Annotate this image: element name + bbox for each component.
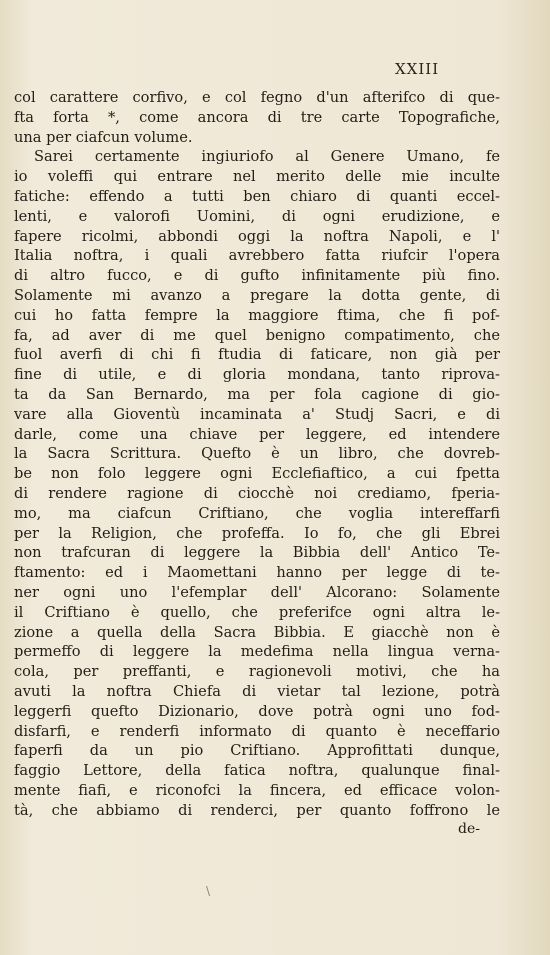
text-line: be non folo leggere ogni Ecclefiaftico, a cui fpetta [14,465,500,483]
text-line: tà, che abbiamo di renderci, per quanto foffrono le [14,801,500,819]
fold-mark: \ [206,884,211,898]
text-line: fta forta *, come ancora di tre carte Topografiche, [14,108,500,126]
text-line: disfarfi, e renderfi informato di quanto è neceffario [14,722,500,740]
text-line: ta da San Bernardo, ma per fola cagione di gio- [14,385,500,403]
text-line: lenti, e valorofi Uomini, di ogni erudizione, e [14,207,500,225]
text-line: faperfi da un pio Criftiano. Approfittati dunque, [14,742,500,760]
text-line: fa, ad aver di me quel benigno compatimento, che [14,326,500,344]
body-text [14,88,500,840]
text-line: la Sacra Scrittura. Quefto è un libro, che dovreb- [14,445,500,463]
text-line: darle, come una chiave per leggere, ed intendere [14,425,500,443]
text-line: per la Religion, che profeffa. Io fo, che gli Ebrei [14,524,500,542]
text-line: vare alla Gioventù incaminata a' Studj Sacri, e di [14,405,500,423]
text-line: ner ogni uno l'efemplar dell' Alcorano: Solamente [14,583,500,601]
text-line: fatiche: effendo a tutti ben chiaro di quanti eccel- [14,187,500,205]
text-line: faggio Lettore, della fatica noftra, qualunque final- [14,762,500,780]
text-line: fuol averfi di chi fi ftudia di faticare, non già per [14,346,500,364]
text-line: di rendere ragione di ciocchè noi crediamo, fperia- [14,484,500,502]
text-line: Sarei certamente ingiuriofo al Genere Umano, fe [34,148,500,166]
text-line: una per ciafcun volume. [14,128,193,146]
text-line: mente fiafi, e riconofci la fincera, ed efficace volon- [14,781,500,799]
text-line: io voleffi qui entrare nel merito delle mie inculte [14,168,500,186]
text-line: cui ho fatta fempre la maggiore ftima, che fi pof- [14,306,500,324]
text-line: di altro fucco, e di gufto infinitamente più fino. [14,267,500,285]
catchword: de- [458,821,480,838]
text-line: permeffo di leggere la medefima nella lingua verna- [14,643,500,661]
text-line: leggerfi quefto Dizionario, dove potrà ogni uno fod- [14,702,500,720]
text-line: cola, per preffanti, e ragionevoli motivi, che ha [14,663,500,681]
text-line: zione a quella della Sacra Bibbia. E giacchè non è [14,623,500,641]
text-line: ftamento: ed i Maomettani hanno per legge di te- [14,564,500,582]
text-line: il Criftiano è quello, che preferifce ogni altra le- [14,603,500,621]
text-line: fapere ricolmi, abbondi oggi la noftra Napoli, e l' [14,227,500,245]
text-line: avuti la noftra Chiefa di vietar tal lezione, potrà [14,682,500,700]
text-line: mo, ma ciafcun Criftiano, che voglia intereffarfi [14,504,500,522]
text-line: non trafcuran di leggere la Bibbia dell' Antico Te- [14,544,500,562]
page-number: XXIII [395,60,440,78]
text-line: Solamente mi avanzo a pregare la dotta gente, di [14,286,500,304]
text-line: fine di utile, e di gloria mondana, tanto riprova- [14,366,500,384]
text-line: Italia noftra, i quali avrebbero fatta riufcir l'opera [14,247,500,265]
text-line: col carattere corfivo, e col fegno d'un afterifco di que- [14,89,500,106]
